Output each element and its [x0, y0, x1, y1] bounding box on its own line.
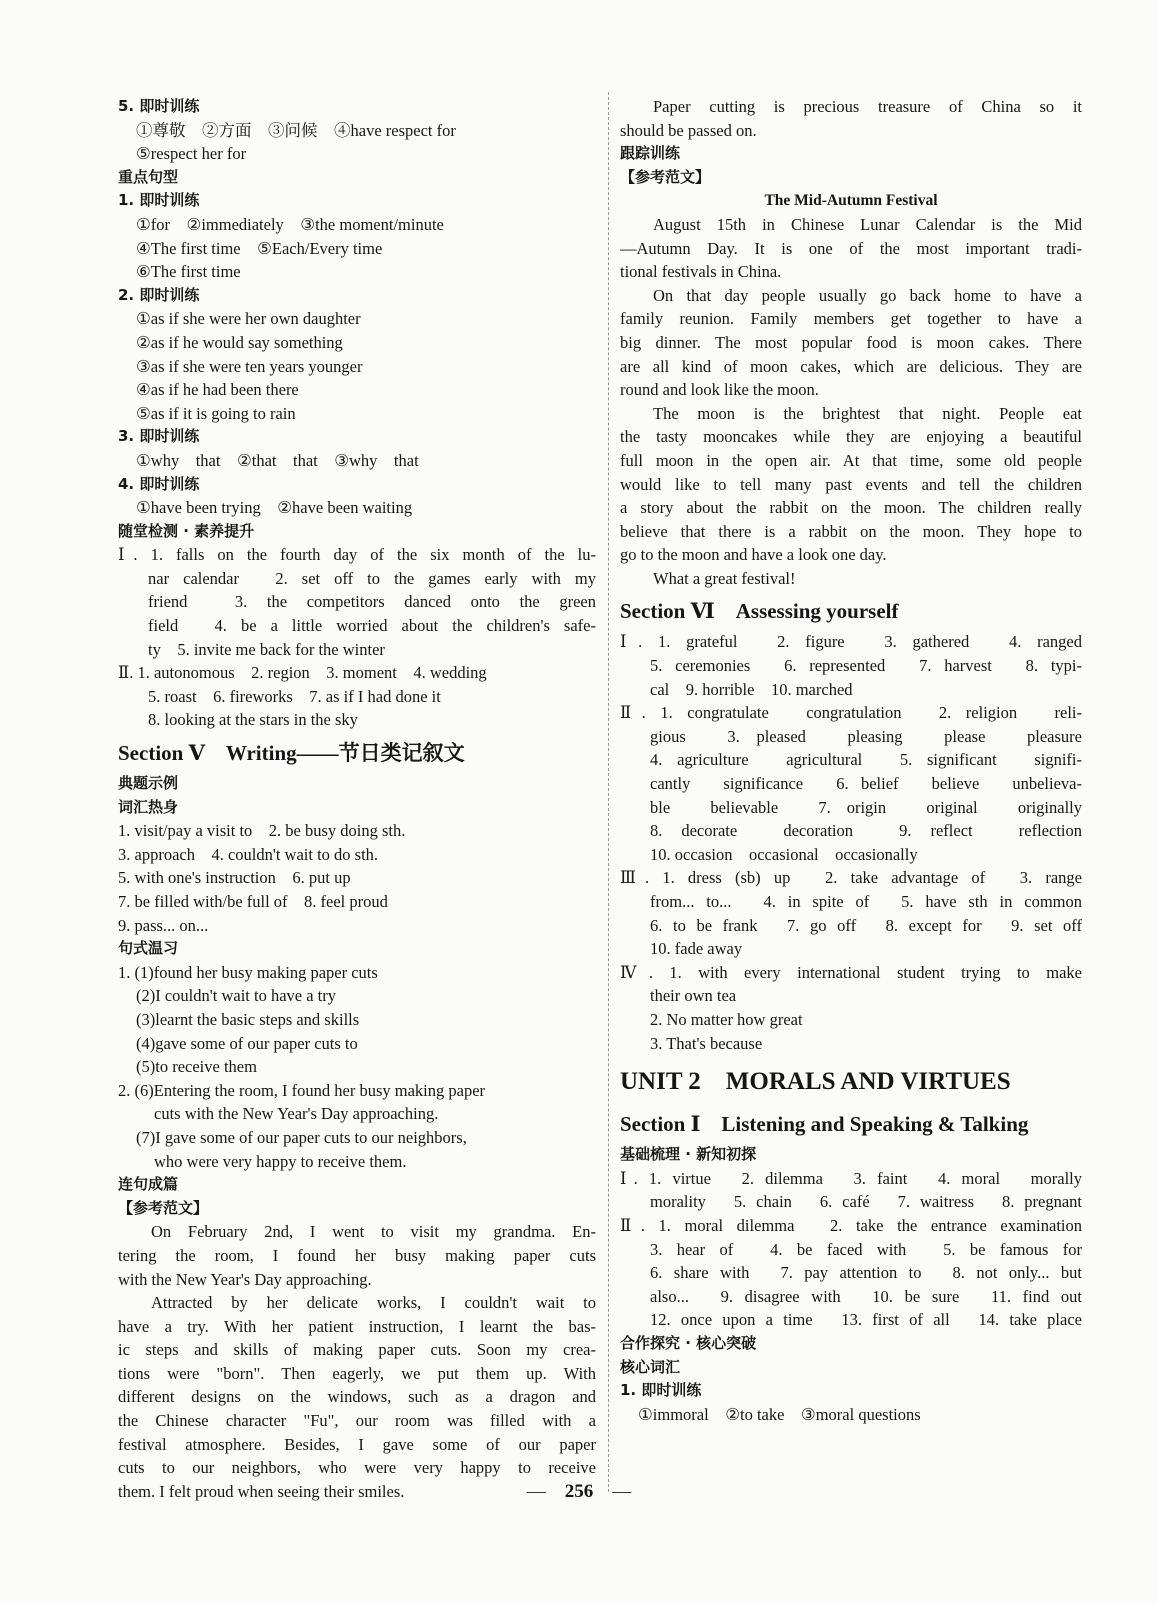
text-line: 6. share with 7. pay attention to 8. not only... but [650, 1263, 1082, 1283]
text-line: full moon in the open air. At that time, some old people [620, 450, 1082, 470]
text-line: are all kind of moon cakes, which are delicious. They are [620, 356, 1082, 376]
text-line: What a great festival! [653, 568, 796, 588]
text-line: 8. looking at the stars in the sky [148, 710, 358, 730]
text-line: big dinner. The most popular food is moon cakes. There [620, 332, 1082, 352]
text-line: ①尊敬 ②方面 ③问候 ④have respect for [136, 120, 456, 140]
text-line: (5)to receive them [136, 1057, 257, 1077]
section-heading: Section Ⅴ Writing——节日类记叙文 [118, 741, 465, 766]
text-line: Attracted by her delicate works, I couldn't wait to [151, 1293, 596, 1313]
text-line: ①have been trying ②have been waiting [136, 498, 413, 518]
text-line: ③as if she were ten years younger [136, 356, 363, 376]
text-line: ty 5. invite me back for the winter [148, 639, 385, 659]
text-line: ①as if she were her own daughter [136, 309, 361, 329]
text-line: 5. roast 6. fireworks 7. as if I had done it [148, 686, 441, 706]
text-line: cantly significance 6. belief believe unbelieva- [650, 774, 1082, 794]
text-line: 1. 即时训练 [118, 191, 200, 210]
right-column [620, 95, 1082, 1426]
text-line: them. I felt proud when seeing their smiles. [118, 1481, 405, 1501]
text-line: different designs on the windows, such as a dragon and [118, 1387, 596, 1407]
text-line: ble believable 7. origin original originally [650, 797, 1082, 817]
text-line: (3)learnt the basic steps and skills [136, 1009, 360, 1029]
text-line: from... to... 4. in spite of 5. have sth in common [650, 892, 1082, 911]
text-line: 7. be filled with/be full of 8. feel proud [118, 892, 388, 911]
text-line: 2. (6)Entering the room, I found her busy making paper [118, 1080, 486, 1100]
text-line: 【参考范文】 [620, 167, 711, 186]
text-line: 2. 即时训练 [118, 285, 200, 304]
text-line: Ⅰ. 1. falls on the fourth day of the six month of the lu- [118, 545, 596, 565]
text-line: 句式温习 [118, 939, 179, 958]
text-line: should be passed on. [620, 120, 757, 140]
text-line: 3. hear of 4. be faced with 5. be famous for [650, 1239, 1082, 1259]
text-line: 2. No matter how great [650, 1009, 803, 1029]
text-line: also... 9. disagree with 10. be sure 11. find out [650, 1286, 1082, 1306]
text-line: 连句成篇 [118, 1175, 179, 1194]
text-line: 典题示例 [118, 774, 179, 793]
text-line: 3. That's because [650, 1033, 763, 1053]
text-line: their own tea [650, 986, 737, 1006]
text-line: with the New Year's Day approaching. [118, 1269, 372, 1289]
text-line: ①why that ②that that ③why that [136, 450, 419, 470]
text-line: nar calendar 2. set off to the games early with my [148, 568, 596, 588]
text-line: family reunion. Family members get together to have a [620, 309, 1082, 329]
text-line: The moon is the brightest that night. People eat [653, 403, 1082, 423]
text-line: tering the room, I found her busy making paper cuts [118, 1245, 596, 1265]
text-line: 3. 即时训练 [118, 427, 200, 446]
text-line: cal 9. horrible 10. marched [650, 679, 853, 699]
text-line: tions were "born". Then eagerly, we put them up. With [118, 1363, 596, 1383]
text-line: the Chinese character "Fu", our room was filled with a [118, 1411, 596, 1431]
text-line: (7)I gave some of our paper cuts to our neighbors, [136, 1127, 467, 1147]
text-line: 合作探究 · 核心突破 [620, 1333, 757, 1352]
column-divider [608, 92, 609, 1492]
footer-dash-right: — [593, 1481, 632, 1502]
text-line: On February 2nd, I went to visit my grandma. En- [151, 1222, 596, 1242]
text-line: friend 3. the competitors danced onto the green [148, 592, 596, 612]
page-number: 256 [564, 1481, 594, 1502]
text-line: 5. 即时训练 [118, 97, 200, 115]
text-line: On that day people usually go back home to have a [653, 285, 1082, 305]
text-line: ⑥The first time [136, 262, 241, 282]
text-line: round and look like the moon. [620, 380, 819, 400]
text-line: 1. visit/pay a visit to 2. be busy doing sth. [118, 821, 406, 841]
text-line: morality 5. chain 6. café 7. waitress 8. pregnant [650, 1192, 1082, 1212]
text-line: 词汇热身 [118, 797, 179, 816]
text-line: The Mid-Autumn Festival [764, 192, 938, 210]
text-line: believe that there is a rabbit on the moon. They hope to [620, 521, 1082, 541]
text-line: ①immoral ②to take ③moral questions [638, 1404, 921, 1424]
text-line: ②as if he would say something [136, 332, 343, 352]
text-line: Ⅰ. 1. grateful 2. figure 3. gathered 4. ranged [620, 632, 1082, 652]
text-line: 5. with one's instruction 6. put up [118, 868, 351, 888]
text-line: ⑤respect her for [136, 144, 247, 164]
text-line: festival atmosphere. Besides, I gave some of our paper [118, 1434, 596, 1454]
text-line: 基础梳理 · 新知初探 [620, 1145, 757, 1164]
text-line: 核心词汇 [620, 1357, 681, 1376]
text-line: would like to tell many past events and tell the children [620, 474, 1082, 494]
page-footer [0, 1476, 1158, 1503]
text-line: ④The first time ⑤Each/Every time [136, 238, 383, 258]
section-heading: Section Ⅰ Listening and Speaking & Talking [620, 1112, 1029, 1137]
text-line: ④as if he had been there [136, 380, 299, 400]
left-column [118, 95, 596, 1503]
text-line: ic steps and skills of making paper cuts. Soon my crea- [118, 1340, 596, 1360]
text-line: Ⅱ. 1. autonomous 2. region 3. moment 4. wedding [118, 663, 487, 683]
text-line: 重点句型 [118, 167, 179, 186]
text-line: ①for ②immediately ③the moment/minute [136, 214, 444, 234]
text-line: 4. 即时训练 [118, 474, 200, 493]
text-line: Ⅱ. 1. moral dilemma 2. take the entrance examination [620, 1215, 1082, 1235]
text-line: 1. 即时训练 [620, 1381, 702, 1400]
text-line: 5. ceremonies 6. represented 7. harvest 8. typi- [650, 656, 1082, 676]
footer-dash-left: — [526, 1481, 565, 1502]
text-line: Ⅳ. 1. with every international student trying to make [620, 962, 1082, 982]
text-line: August 15th in Chinese Lunar Calendar is the Mid [653, 214, 1082, 234]
text-line: 4. agriculture agricultural 5. significant signifi- [650, 750, 1082, 770]
text-line: (2)I couldn't wait to have a try [136, 986, 336, 1006]
text-line: a story about the rabbit on the moon. The children really [620, 498, 1082, 518]
text-line: 【参考范文】 [118, 1198, 209, 1217]
text-line: gious 3. pleased pleasing please pleasure [650, 726, 1082, 746]
text-line: tional festivals in China. [620, 262, 782, 282]
text-line: Paper cutting is precious treasure of China so it [653, 97, 1082, 116]
text-line: who were very happy to receive them. [154, 1151, 407, 1171]
text-line: the tasty mooncakes while they are enjoying a beautiful [620, 427, 1082, 447]
text-line: 随堂检测 · 素养提升 [118, 521, 255, 540]
text-line: 1. (1)found her busy making paper cuts [118, 962, 378, 982]
text-line: 3. approach 4. couldn't wait to do sth. [118, 844, 379, 864]
text-line: ⑤as if it is going to rain [136, 403, 296, 423]
text-line: 10. fade away [650, 939, 743, 959]
text-line: cuts to our neighbors, who were very happy to receive [118, 1458, 596, 1478]
text-line: (4)gave some of our paper cuts to [136, 1033, 358, 1053]
text-line: Ⅰ. 1. virtue 2. dilemma 3. faint 4. moral morally [620, 1168, 1082, 1188]
text-line: field 4. be a little worried about the children's safe- [148, 616, 596, 636]
text-line: —Autumn Day. It is one of the most important tradi- [620, 238, 1082, 258]
text-line: cuts with the New Year's Day approaching. [154, 1104, 439, 1124]
text-line: Ⅲ. 1. dress (sb) up 2. take advantage of 3. range [620, 868, 1082, 888]
text-line: 12. once upon a time 13. first of all 14. take place [650, 1310, 1082, 1330]
section-heading: Section Ⅵ Assessing yourself [620, 599, 899, 624]
text-line: go to the moon and have a look one day. [620, 545, 887, 565]
section-heading: UNIT 2 MORALS AND VIRTUES [620, 1068, 1011, 1096]
text-line: 10. occasion occasional occasionally [650, 844, 918, 864]
text-line: 6. to be frank 7. go off 8. except for 9. set off [650, 915, 1082, 935]
text-line: 8. decorate decoration 9. reflect reflection [650, 821, 1082, 841]
text-line: have a try. With her patient instruction, I learnt the bas- [118, 1316, 596, 1336]
text-line: 9. pass... on... [118, 915, 209, 935]
text-line: Ⅱ. 1. congratulate congratulation 2. religion reli- [620, 703, 1082, 723]
text-line: 跟踪训练 [620, 144, 681, 163]
